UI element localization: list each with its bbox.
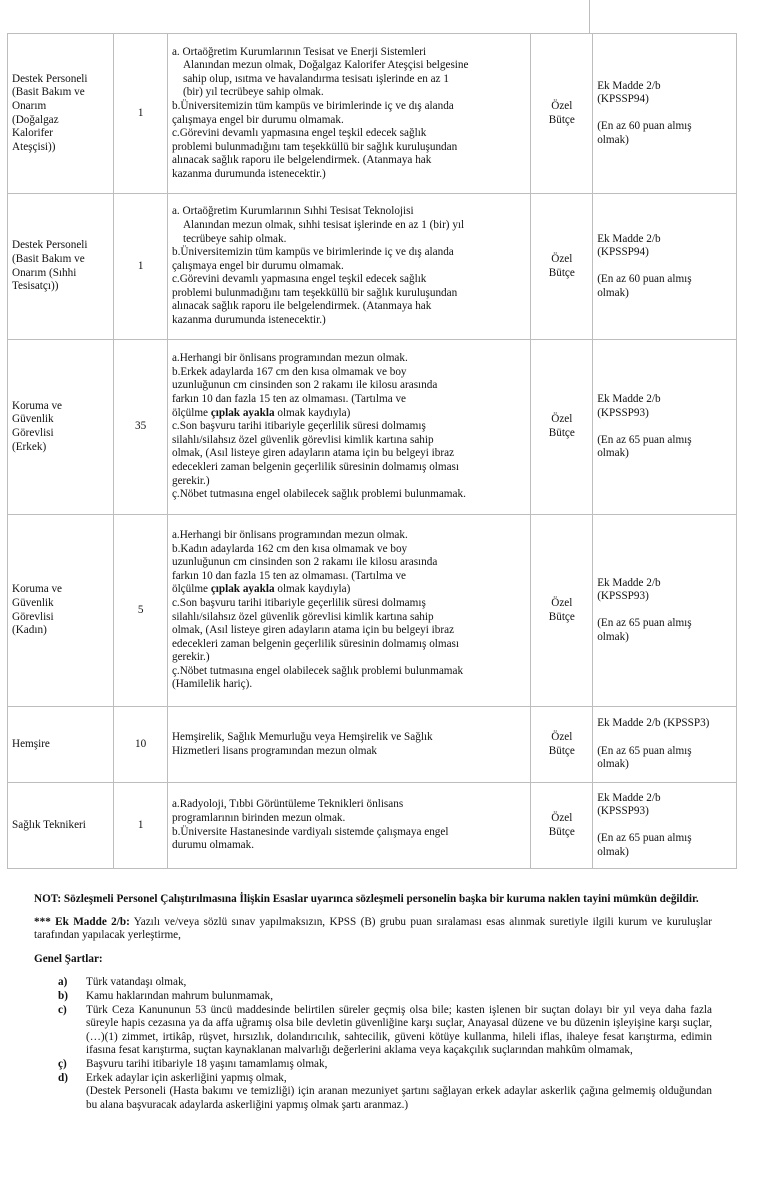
position-row xyxy=(8,340,737,515)
position-rule xyxy=(593,783,737,869)
ek-madde-note xyxy=(34,916,712,943)
rule-line xyxy=(597,420,732,434)
position-count xyxy=(114,340,168,515)
requirement-line: gerekir.) xyxy=(171,474,210,487)
position-requirements xyxy=(167,783,530,869)
position-title-line: Görevlisi xyxy=(12,427,54,439)
rule-line: (En az 65 puan almış xyxy=(597,433,692,446)
requirement-line: c.Görevini devamlı yapmasına engel teşkil edecek sağlık xyxy=(171,127,427,140)
requirement-line: çalışmaya engel bir durumu olmamak. xyxy=(171,113,344,126)
rule-line: Ek Madde 2/b xyxy=(597,791,661,804)
requirement-line: kazanma durumunda istenecektir.) xyxy=(171,167,326,180)
position-count xyxy=(114,783,168,869)
condition-letter: c) xyxy=(58,1003,67,1016)
rule-line: Ek Madde 2/b xyxy=(597,576,661,589)
position-title-line: Tesisatçı)) xyxy=(12,280,59,293)
position-title-line: (Basit Bakım ve xyxy=(12,86,85,99)
requirement-line: çalışmaya engel bir durumu olmamak. xyxy=(171,259,344,272)
ek-madde-label: *** Ek Madde 2/b: xyxy=(34,915,130,928)
position-count xyxy=(114,34,168,194)
requirement-line: ç.Nöbet tutmasına engel olabilecek sağlık problemi bulunmamak. xyxy=(171,488,466,501)
position-requirements xyxy=(167,340,530,515)
requirement-line: alınacak sağlık raporu ile belgelendirmek. (Atanmaya hak xyxy=(171,300,432,313)
requirement-line: olmak, (Asıl listeye giren adayların atama için bu belgeyi ibraz xyxy=(171,447,455,460)
budget-line: Özel xyxy=(551,730,573,743)
rule-line: (KPSSP93) xyxy=(597,590,649,603)
position-title-line: Sağlık Teknikeri xyxy=(12,818,86,831)
position-title-line: Güvenlik xyxy=(12,413,54,426)
requirement-line: c.Son başvuru tarihi itibariyle geçerlilik süresi dolmamış xyxy=(171,420,426,433)
requirement-line: Hemşirelik, Sağlık Memurluğu veya Hemşirelik ve Sağlık xyxy=(171,730,433,743)
requirement-line: problemi bulunmadığını tam teşekküllü bir sağlık kuruluşundan xyxy=(171,286,458,299)
rule-line: olmak) xyxy=(597,630,629,643)
position-title-line: Ateşçisi)) xyxy=(12,140,56,153)
position-budget xyxy=(531,340,593,515)
budget-line: Bütçe xyxy=(548,825,575,838)
position-requirements xyxy=(167,34,530,194)
position-requirements xyxy=(167,707,530,783)
position-title-line: Onarım xyxy=(12,99,47,112)
position-budget xyxy=(531,194,593,340)
position-title-line: Onarım (Sıhhi xyxy=(12,266,77,279)
requirement-line: uzunluğunun cm cinsinden son 2 rakamı ile kilosu arasında xyxy=(171,379,438,392)
condition-letter: b) xyxy=(58,989,68,1002)
requirement-line: b.Kadın adaylarda 162 cm den kısa olmamak ve boy xyxy=(171,542,408,555)
position-title xyxy=(8,340,114,515)
position-row xyxy=(8,707,737,783)
position-budget xyxy=(531,34,593,194)
emphasis-text: çıplak ayakla xyxy=(210,583,275,596)
position-title-line: Koruma ve xyxy=(12,399,63,412)
condition-text: Türk vatandaşı olmak, xyxy=(86,976,187,989)
budget-line: Bütçe xyxy=(548,610,575,623)
position-rule xyxy=(593,34,737,194)
rule-line: olmak) xyxy=(597,133,629,146)
rule-line xyxy=(597,604,732,618)
budget-line: Özel xyxy=(551,596,573,609)
requirement-line: uzunluğunun cm cinsinden son 2 rakamı ile kilosu arasında xyxy=(171,556,438,569)
position-count-value: 35 xyxy=(135,420,147,433)
requirement-line: olmak, (Asıl listeye giren adayların atama için bu belgeyi ibraz xyxy=(171,624,455,637)
condition-item xyxy=(34,1058,712,1072)
position-rule xyxy=(593,194,737,340)
ek-madde-text: Yazılı ve/veya sözlü sınav yapılmaksızın, KPSS (B) grubu puan sıralaması esas alınmak suretiyle ilgili kurum ve kuruluşlar tarafından yapılacak yerleştirme, xyxy=(34,915,712,942)
requirement-line: edecekleri zaman belgenin geçerlilik süresinin dolmamış olması xyxy=(171,460,460,473)
position-row xyxy=(8,515,737,707)
position-row xyxy=(8,783,737,869)
rule-line: Ek Madde 2/b xyxy=(597,79,661,92)
position-rule xyxy=(593,707,737,783)
requirement-line: a.Radyoloji, Tıbbi Görüntüleme Teknikleri önlisans xyxy=(171,798,404,811)
budget-line: Bütçe xyxy=(548,113,575,126)
position-rule xyxy=(593,515,737,707)
rule-line: olmak) xyxy=(597,845,629,858)
position-count-value: 10 xyxy=(135,737,147,750)
requirement-line: gerekir.) xyxy=(171,651,210,664)
requirement-line: a.Herhangi bir önlisans programından mezun olmak. xyxy=(171,528,408,541)
position-title-line: Güvenlik xyxy=(12,596,54,609)
rule-line: (KPSSP94) xyxy=(597,93,649,106)
requirement-line: ölçülme çıplak ayakla olmak kaydıyla) xyxy=(171,406,351,419)
requirement-line: programlarının birinden mezun olmak. xyxy=(171,811,346,824)
position-title-line: (Kadın) xyxy=(12,624,47,637)
requirement-line: b.Üniversitemizin tüm kampüs ve birimlerinde iç ve dış alanda xyxy=(171,99,454,112)
position-title-line: Görevlisi xyxy=(12,610,54,623)
position-title xyxy=(8,783,114,869)
requirement-line: a.Herhangi bir önlisans programından mezun olmak. xyxy=(171,352,408,365)
position-budget xyxy=(531,783,593,869)
position-count xyxy=(114,707,168,783)
rule-line: Ek Madde 2/b xyxy=(597,232,661,245)
position-title-line: Destek Personeli xyxy=(12,239,88,252)
rule-line xyxy=(597,731,732,745)
rule-line: (KPSSP93) xyxy=(597,406,649,419)
position-title-line: Kalorifer xyxy=(12,127,53,140)
requirement-line: a. Ortaöğretim Kurumlarının Sıhhi Tesisat Teknolojisi xyxy=(171,205,414,218)
position-title-line: Destek Personeli xyxy=(12,72,88,85)
general-conditions-list xyxy=(34,976,712,1112)
rule-line: (En az 65 puan almış xyxy=(597,832,692,845)
top-divider-line xyxy=(589,0,590,34)
requirement-line: (Hamilelik hariç). xyxy=(171,678,253,691)
condition-letter: ç) xyxy=(58,1057,67,1070)
requirement-line: Hizmetleri lisans programından mezun olmak xyxy=(171,744,378,757)
position-count-value: 5 xyxy=(137,603,144,616)
position-title-line: (Doğalgaz xyxy=(12,113,59,126)
requirement-line: problemi bulunmadığını tam teşekküllü bir sağlık kuruluşundan xyxy=(171,140,458,153)
condition-letter: d) xyxy=(58,1071,68,1084)
requirement-line: Alanından mezun olmak, Doğalgaz Kalorifer Ateşçisi belgesine xyxy=(182,59,469,72)
requirement-line: c.Görevini devamlı yapmasına engel teşkil edecek sağlık xyxy=(171,273,427,286)
requirement-line: farkın 10 dan fazla 15 ten az olmaması. (Tartılma ve xyxy=(171,569,407,582)
budget-line: Bütçe xyxy=(548,266,575,279)
position-budget xyxy=(531,515,593,707)
position-count xyxy=(114,515,168,707)
position-title-line: (Erkek) xyxy=(12,440,47,453)
position-title xyxy=(8,34,114,194)
requirement-line: silahlı/silahsız özel güvenlik görevlisi kimlik kartına sahip xyxy=(171,610,434,623)
budget-line: Özel xyxy=(551,413,573,426)
positions-table xyxy=(7,33,737,869)
condition-item xyxy=(34,990,712,1004)
rule-line xyxy=(597,819,732,833)
budget-line: Özel xyxy=(551,99,573,112)
requirement-line: c.Son başvuru tarihi itibariyle geçerlilik süresi dolmamış xyxy=(171,596,426,609)
condition-item xyxy=(34,1004,712,1058)
notes-section xyxy=(34,893,712,1112)
requirement-line: farkın 10 dan fazla 15 ten az olmaması. (Tartılma ve xyxy=(171,393,407,406)
position-requirements xyxy=(167,515,530,707)
position-count-value: 1 xyxy=(137,106,144,119)
rule-line xyxy=(597,107,732,121)
rule-line: olmak) xyxy=(597,286,629,299)
position-rule xyxy=(593,340,737,515)
rule-line: olmak) xyxy=(597,447,629,460)
requirement-line: silahlı/silahsız özel güvenlik görevlisi kimlik kartına sahip xyxy=(171,433,434,446)
requirement-line: sahip olup, ısıtma ve havalandırma tesisatı işlerinde en az 1 xyxy=(182,72,449,85)
requirement-line: a. Ortaöğretim Kurumlarının Tesisat ve Enerji Sistemleri xyxy=(171,45,427,58)
transfer-note: NOT: Sözleşmeli Personel Çalıştırılmasına İlişkin Esaslar uyarınca sözleşmeli personelin başka bir kuruma naklen tayini mümkün değildir. xyxy=(34,893,699,905)
rule-line: Ek Madde 2/b xyxy=(597,393,661,406)
rule-line: (En az 65 puan almış xyxy=(597,744,692,757)
general-conditions-title: Genel Şartlar: xyxy=(34,952,103,965)
rule-line: (KPSSP94) xyxy=(597,246,649,259)
position-title-line: (Basit Bakım ve xyxy=(12,252,85,265)
position-title xyxy=(8,707,114,783)
position-row xyxy=(8,194,737,340)
position-title xyxy=(8,194,114,340)
condition-item xyxy=(34,1072,712,1113)
condition-text: Türk Ceza Kanununun 53 üncü maddesinde belirtilen süreler geçmiş olsa bile; kasten işlenen bir suçtan dolayı bir yıl veya daha fazla süreyle hapis cezasına ya da affa uğramış olsa bile devletin güvenliğine karşı suçlar, Anayasal düzene ve bu düzenin işleyişine karşı suçlar, (…)(1) zimmet, irtikâp, rüşvet, hırsızlık, dolandırıcılık, sahtecilik, güveni kötüye kullanma, hileli iflas, ihaleye fesat karıştırma, edimin ifasına fesat karıştırma, suçtan kaynaklanan malvarlığı değerlerini aklama veya kaçakçılık suçlarından mahkûm olmamak, xyxy=(86,1003,712,1057)
budget-line: Özel xyxy=(551,252,573,265)
rule-line: Ek Madde 2/b (KPSSP3) xyxy=(597,717,710,730)
position-row xyxy=(8,34,737,194)
position-title xyxy=(8,515,114,707)
requirement-line: (bir) yıl tecrübeye sahip olmak. xyxy=(182,86,324,99)
requirement-line: durumu olmamak. xyxy=(171,839,254,852)
requirement-line: tecrübeye sahip olmak. xyxy=(182,232,287,245)
requirement-line: b.Erkek adaylarda 167 cm den kısa olmamak ve boy xyxy=(171,365,407,378)
requirement-line: edecekleri zaman belgenin geçerlilik süresinin dolmamış olması xyxy=(171,637,460,650)
rule-line xyxy=(597,260,732,274)
condition-item xyxy=(34,976,712,990)
condition-text: Kamu haklarından mahrum bulunmamak, xyxy=(86,989,274,1002)
requirement-line: b.Üniversitemizin tüm kampüs ve birimlerinde iç ve dış alanda xyxy=(171,246,454,259)
requirement-line: b.Üniversite Hastanesinde vardiyalı sistemde çalışmaya engel xyxy=(171,825,449,838)
rule-line: (KPSSP93) xyxy=(597,805,649,818)
position-count-value: 1 xyxy=(137,818,144,831)
position-count xyxy=(114,194,168,340)
requirement-line: kazanma durumunda istenecektir.) xyxy=(171,314,326,327)
budget-line: Bütçe xyxy=(548,744,575,757)
position-budget xyxy=(531,707,593,783)
rule-line: (En az 60 puan almış xyxy=(597,120,692,133)
condition-letter: a) xyxy=(58,976,68,989)
requirement-line: ç.Nöbet tutmasına engel olabilecek sağlık problemi bulunmamak xyxy=(171,664,464,677)
rule-line: (En az 60 puan almış xyxy=(597,273,692,286)
condition-text: Erkek adaylar için askerliğini yapmış olmak, (Destek Personeli (Hasta bakımı ve temizliği) için aranan mezuniyet şartını sağlayan erkek adaylar askerlik çağına gelmemiş olduğundan bu alana başvuracak adaylarda askerliğini yapmış olmak şartı aranmaz.) xyxy=(86,1071,712,1111)
condition-text: Başvuru tarihi itibariyle 18 yaşını tamamlamış olmak, xyxy=(86,1057,328,1070)
budget-line: Bütçe xyxy=(548,427,575,439)
requirement-line: alınacak sağlık raporu ile belgelendirmek. (Atanmaya hak xyxy=(171,154,432,167)
position-count-value: 1 xyxy=(137,259,144,272)
requirement-line: ölçülme çıplak ayakla olmak kaydıyla) xyxy=(171,583,351,596)
position-title-line: Koruma ve xyxy=(12,583,63,596)
rule-line: olmak) xyxy=(597,758,629,771)
requirement-line: Alanından mezun olmak, sıhhi tesisat işlerinde en az 1 (bir) yıl xyxy=(182,218,465,231)
rule-line: (En az 65 puan almış xyxy=(597,617,692,630)
budget-line: Özel xyxy=(551,811,573,824)
position-title-line: Hemşire xyxy=(12,737,50,750)
position-requirements xyxy=(167,194,530,340)
emphasis-text: çıplak ayakla xyxy=(210,406,275,419)
